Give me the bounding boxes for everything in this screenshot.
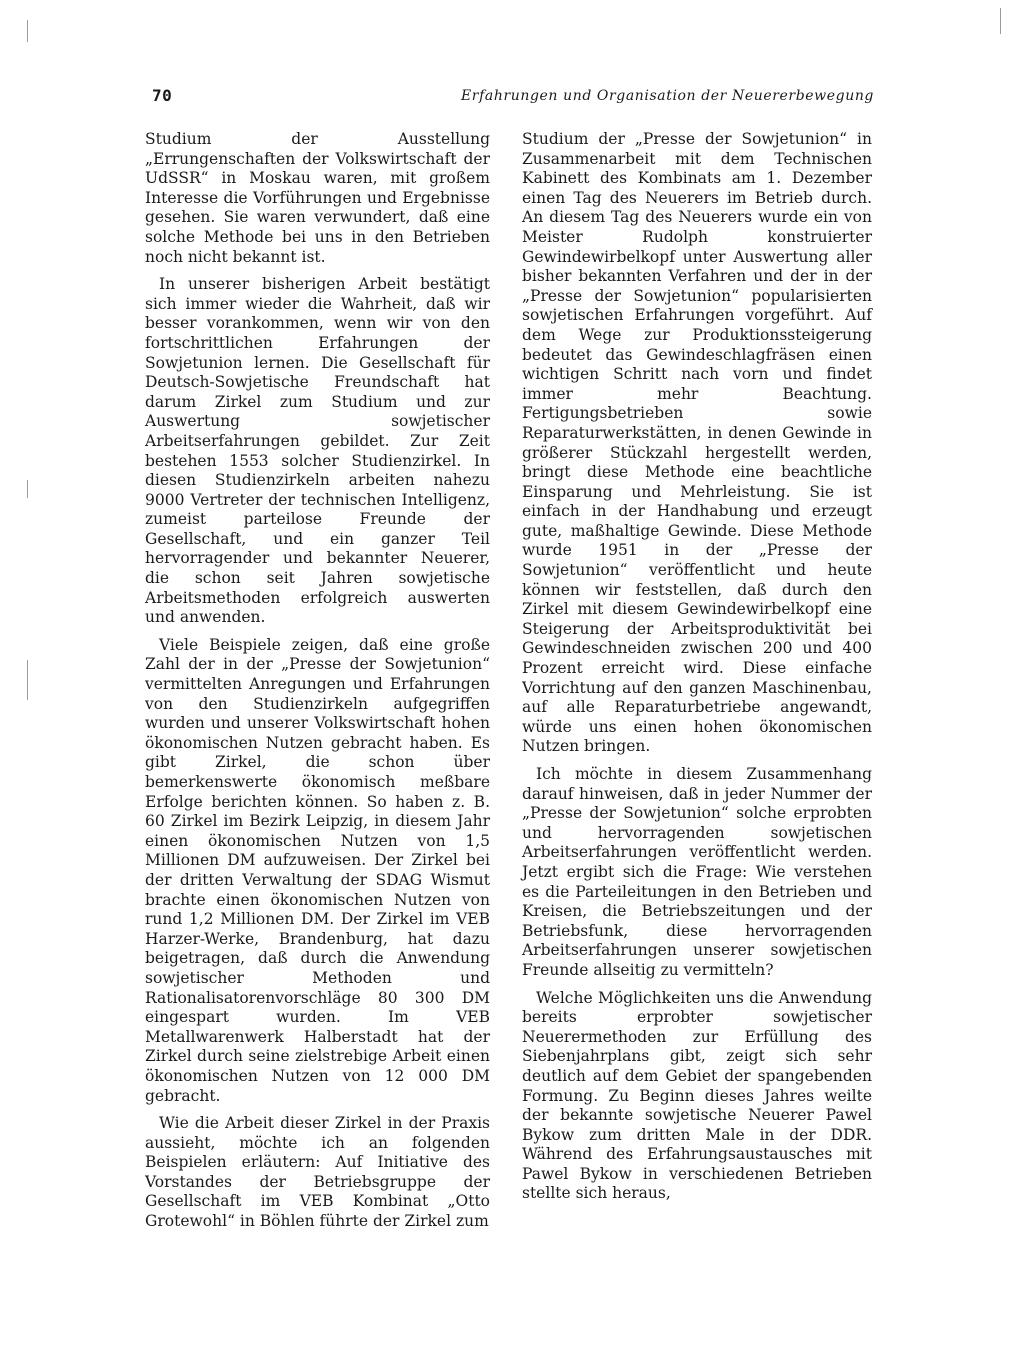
left-column [145, 130, 490, 1240]
page-number: 70 [152, 86, 173, 105]
scan-artifact [27, 20, 28, 42]
paragraph: Studium der Ausstellung „Errungenschaften der Volkswirtschaft der UdSSR“ in Moskau waren, mit großem Interesse die Vorführungen und Ergebnisse gesehen. Sie waren verwundert, daß eine solche Methode bei uns in den Betrieben noch nicht bekannt ist. [145, 130, 490, 266]
paragraph: Ich möchte in diesem Zusammenhang darauf hinweisen, daß in jeder Nummer der „Presse der Sowjetunion“ solche erprobten und hervorragenden sowjetischen Arbeitserfahrungen veröffentlicht werden. Jetzt ergibt sich die Frage: Wie verstehen es die Parteileitungen in den Betrieben und Kreisen, die Betriebszeitungen und der Betriebsfunk, diese hervorragenden Arbeitserfahrungen unserer sowjetischen Freunde allseitig zu vermitteln? [522, 765, 872, 979]
scan-artifact [1000, 8, 1001, 34]
paragraph: In unserer bisherigen Arbeit bestätigt sich immer wieder die Wahrheit, daß wir besser vorankommen, wenn wir von den fortschrittlichen Erfahrungen der Sowjetunion lernen. Die Gesellschaft für Deutsch-Sowjetische Freundschaft hat darum Zirkel zum Studium und zur Auswertung sowjetischer Arbeitserfahrungen gebildet. Zur Zeit bestehen 1553 solcher Studienzirkel. In diesen Studienzirkeln arbeiten nahezu 9000 Vertreter der technischen Intelligenz, zumeist parteilose Freunde der Gesellschaft, und ein ganzer Teil hervorragender und bekannter Neuerer, die schon seit Jahren sowjetische Arbeitsmethoden erfolgreich auswerten und anwenden. [145, 275, 490, 627]
scan-artifact [27, 660, 28, 700]
running-head [152, 86, 874, 112]
paragraph: Studium der „Presse der Sowjetunion“ in Zusammenarbeit mit dem Technischen Kabinett des Kombinats am 1. Dezember einen Tag des Neuerers im Betrieb durch. An diesem Tag des Neuerers wurde ein von Meister Rudolph konstruierter Gewindewirbelkopf unter Auswertung aller bisher bekannten Verfahren und der in der „Presse der Sowjetunion“ popularisierten sowjetischen Erfahrungen vorgeführt. Auf dem Wege zur Produktionssteigerung bedeutet das Gewindeschlagfräsen einen wichtigen Schritt nach vorn und findet immer mehr Beachtung. Fertigungsbetrieben sowie Reparaturwerkstätten, in denen Gewinde in größerer Stückzahl hergestellt werden, bringt diese Methode eine beachtliche Einsparung und Mehrleistung. Sie ist einfach in der Handhabung und erzeugt gute, maßhaltige Gewinde. Diese Methode wurde 1951 in der „Presse der Sowjetunion“ veröffentlicht und heute können wir feststellen, daß durch den Zirkel mit diesem Gewindewirbelkopf eine Steigerung der Arbeitsproduktivität bei Gewindeschneiden zwischen 200 und 400 Prozent erreicht wird. Diese einfache Vorrichtung auf den ganzen Maschinenbau, auf alle Reparaturbetriebe angewandt, würde uns einen hohen ökonomischen Nutzen bringen. [522, 130, 872, 756]
running-title: Erfahrungen und Organisation der Neuererbewegung [460, 88, 874, 104]
paragraph: Welche Möglichkeiten uns die Anwendung bereits erprobter sowjetischer Neuerermethoden zur Erfüllung des Siebenjahrplans gibt, zeigt sich sehr deutlich auf dem Gebiet der spangebenden Formung. Zu Beginn dieses Jahres weilte der bekannte sowjetische Neuerer Pawel Bykow zum dritten Male in der DDR. Während des Erfahrungsaustausches mit Pawel Bykow in verschiedenen Betrieben stellte sich heraus, [522, 988, 872, 1203]
scan-artifact [27, 480, 28, 498]
paragraph: Viele Beispiele zeigen, daß eine große Zahl der in der „Presse der Sowjetunion“ vermittelten Anregungen und Erfahrungen von den Studienzirkeln aufgegriffen wurden und unserer Volkswirtschaft hohen ökonomischen Nutzen gebracht haben. Es gibt Zirkel, die schon über bemerkenswerte ökonomisch meßbare Erfolge berichten können. So haben z. B. 60 Zirkel im Bezirk Leipzig, in diesem Jahr einen ökonomischen Nutzen von 1,5 Millionen DM aufzuweisen. Der Zirkel bei der dritten Verwaltung der SDAG Wismut brachte einen ökonomischen Nutzen von rund 1,2 Millionen DM. Der Zirkel im VEB Harzer-Werke, Brandenburg, hat dazu beigetragen, daß durch die Anwendung sowjetischer Methoden und Rationalisatorenvorschläge 80 300 DM eingespart wurden. Im VEB Metallwarenwerk Halberstadt hat der Zirkel durch seine zielstrebige Arbeit einen ökonomischen Nutzen von 12 000 DM gebracht. [145, 635, 490, 1105]
paragraph: Wie die Arbeit dieser Zirkel in der Praxis aussieht, möchte ich an folgenden Beispielen erläutern: Auf Initiative des Vorstandes der Betriebsgruppe der Gesellschaft im VEB Kombinat „Otto Grotewohl“ in Böhlen führte der Zirkel zum [145, 1114, 490, 1231]
right-column [522, 130, 872, 1212]
